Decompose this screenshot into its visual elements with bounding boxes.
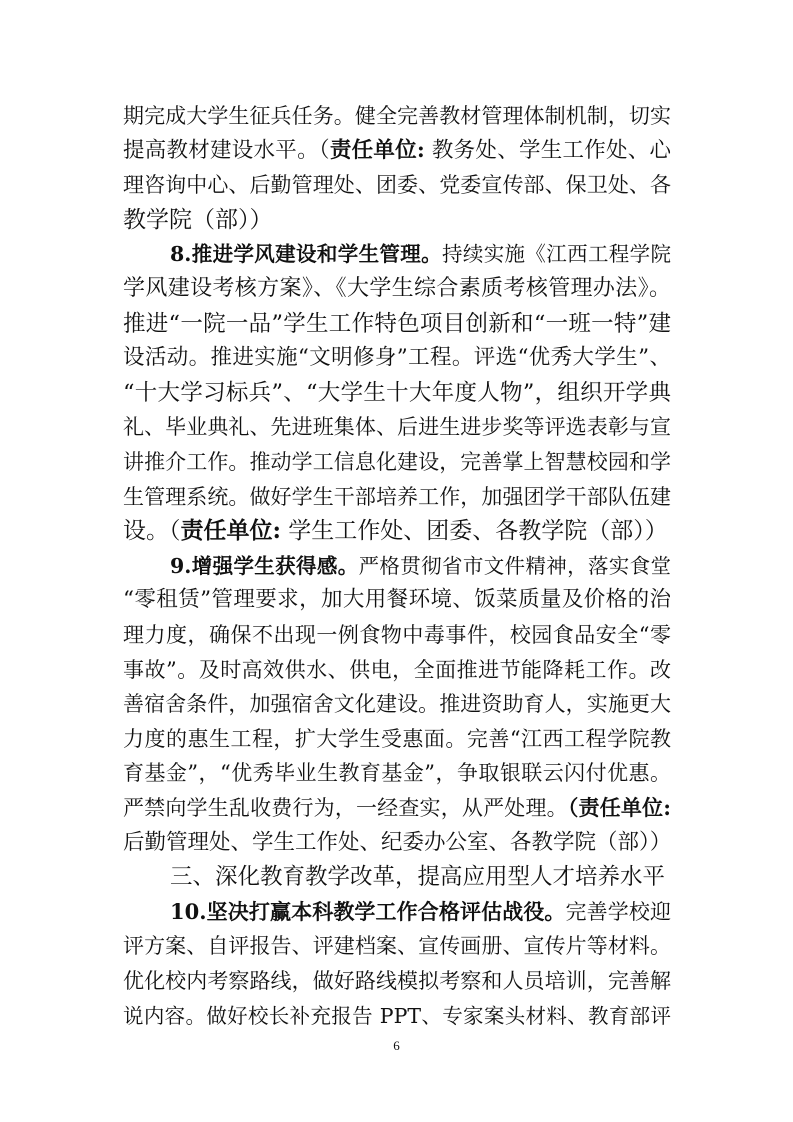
text-line — [170, 861, 671, 893]
text-segment: 期完成大学生征兵任务。健全完善教材管理体制机制，切实 — [123, 104, 671, 128]
text-line — [123, 100, 671, 132]
text-segment: 设活动。推进实施“文明修身”工程。评选“优秀大学生”、 — [123, 345, 671, 371]
text-line — [123, 1000, 671, 1032]
text-segment: 三、深化教育教学改革，提高应用型人才培养水平 — [170, 864, 666, 891]
text-line — [123, 481, 671, 513]
text-segment: 善宿舍条件，加强宿舍文化建设。推进资助育人，实施更大 — [123, 692, 671, 717]
text-line — [123, 688, 671, 720]
text-segment: 持续实施《江西工程学院 — [441, 242, 672, 267]
text-line — [123, 757, 671, 789]
text-segment: 讲推介工作。推动学工信息化建设，完善掌上智慧校园和学 — [123, 450, 671, 474]
text-line — [123, 619, 671, 651]
text-segment: 推进“一院一品”学生工作特色项目创新和“一班一特”建 — [123, 310, 671, 337]
text-segment: “零租赁”管理要求，加大用餐环境、饭菜质量及价格的治 — [123, 587, 671, 613]
page-number: 6 — [393, 1038, 400, 1053]
bold-text-segment: 9.增强学生获得感。 — [170, 553, 359, 578]
text-line — [123, 308, 671, 340]
text-line — [123, 792, 671, 824]
bold-text-segment: 8.推进学风建设和学生管理。 — [170, 242, 442, 267]
text-segment: 后勤管理处、学生工作处、纪委办公室、各教学院（部）） — [123, 829, 672, 855]
text-line — [123, 273, 671, 305]
text-segment: 设。（ — [123, 518, 181, 545]
text-line — [123, 965, 671, 997]
text-line — [123, 446, 671, 478]
text-segment: 严禁向学生乱收费行为，一经查实，从严处理。 — [123, 796, 568, 820]
text-segment: 事故”。及时高效供水、供电，全面推进节能降耗工作。改 — [123, 657, 671, 682]
text-segment: 育基金”，“优秀毕业生教育基金”，争取银联云闪付优惠。 — [123, 761, 671, 786]
text-line — [123, 135, 671, 167]
text-segment: 说内容。做好校长补充报告 PPT、专家案头材料、教育部评 — [123, 1003, 671, 1028]
text-segment: 学风建设考核方案》、《大学生综合素质考核管理办法》。 — [123, 276, 671, 301]
text-segment: 完善学校迎 — [565, 899, 671, 924]
text-line — [170, 238, 671, 270]
text-segment: 严格贯彻省市文件精神，落实食堂 — [358, 553, 672, 578]
text-segment: 礼、毕业典礼、先进班集体、后进生进步奖等评选表彰与宣 — [123, 415, 671, 440]
text-segment: 优化校内考察路线，做好路线模拟考察和人员培训，完善解 — [123, 969, 671, 993]
text-line — [170, 550, 671, 582]
bold-text-segment: 责任单位: — [329, 137, 425, 163]
text-line — [123, 377, 671, 409]
text-line — [123, 342, 671, 374]
bold-text-segment: （责任单位: — [567, 795, 671, 820]
text-line — [123, 723, 671, 755]
text-line — [123, 204, 671, 236]
text-segment: 力度的惠生工程，扩大学生受惠面。完善“江西工程学院教 — [123, 726, 671, 751]
text-segment: 学生工作处、团委、各教学院（部）） — [281, 518, 668, 545]
text-line — [123, 584, 671, 616]
text-segment: 理力度，确保不出现一例食物中毒事件，校园食品安全“零 — [123, 623, 671, 647]
text-segment: 评方案、自评报告、评建档案、宣传画册、宣传片等材料。 — [123, 934, 671, 959]
text-line — [123, 654, 671, 686]
text-segment: “十大学习标兵”、“大学生十大年度人物”，组织开学典 — [123, 379, 671, 406]
text-segment: 教学院（部）） — [123, 206, 273, 233]
text-segment: 理咨询中心、后勤管理处、团委、党委宣传部、保卫处、各 — [123, 173, 671, 198]
bold-text-segment: 责任单位: — [180, 517, 281, 545]
text-line — [123, 827, 671, 859]
text-segment: 提高教材建设水平。（ — [123, 137, 330, 163]
text-line — [123, 930, 671, 962]
text-line — [123, 515, 671, 547]
text-segment: 生管理系统。做好学生干部培养工作，加强团学干部队伍建 — [123, 484, 671, 509]
text-segment: 教务处、学生工作处、心 — [424, 137, 672, 163]
text-line — [123, 169, 671, 201]
text-line — [123, 411, 671, 443]
text-line — [170, 896, 671, 928]
bold-text-segment: 10.坚决打赢本科教学工作合格评估战役。 — [170, 898, 566, 924]
